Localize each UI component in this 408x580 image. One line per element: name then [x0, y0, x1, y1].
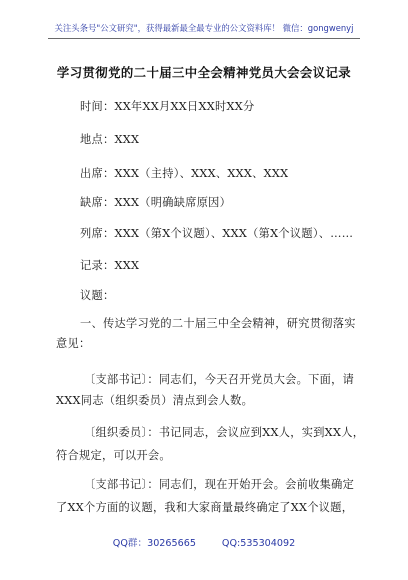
exchange-line: XXX同志（组织委员）清点到会人数。: [56, 394, 254, 407]
meta-observers: 列席：XXX（第X个议题）、XXX（第X个议题）、……: [80, 227, 354, 240]
header-banner: 关注头条号"公文研究"，获得最新最全最专业的公文资料库！ 微信：gongwenyj: [54, 23, 354, 33]
exchange-line: 了XX个方面的议题，我和大家商量最终确定了XX个议题，: [56, 501, 354, 514]
footer-qq-group: QQ群：30265665: [112, 538, 196, 549]
exchange-line: 〔组织委员〕：书记同志，会议应到XX人，实到XX人，: [84, 426, 365, 439]
exchange-line: 符合规定，可以开会。: [56, 449, 171, 462]
meta-location: 地点：XXX: [80, 133, 140, 146]
agenda-item-line: 意见：: [56, 337, 91, 350]
document-title: 学习贯彻党的二十届三中全会精神党员大会会议记录: [56, 65, 352, 80]
meta-attendees: 出席：XXX（主持）、XXX、XXX、XXX: [80, 167, 289, 180]
meta-agenda-label: 议题：: [80, 289, 115, 302]
header-divider: [48, 38, 360, 39]
meta-recorder: 记录：XXX: [80, 259, 140, 272]
exchange-line: 〔支部书记〕：同志们，现在开始开会。会前收集确定: [84, 478, 355, 491]
footer-qq: QQ:535304092: [221, 538, 296, 549]
meta-absent: 缺席：XXX（明确缺席原因）: [80, 196, 232, 209]
footer-contact: [0, 535, 408, 549]
meta-time: 时间：XX年XX月XX日XX时XX分: [80, 100, 255, 113]
agenda-item-line: 一、传达学习党的二十届三中全会精神，研究贯彻落实: [80, 317, 356, 330]
exchange-line: 〔支部书记〕：同志们，今天召开党员大会。下面，请: [84, 373, 355, 386]
